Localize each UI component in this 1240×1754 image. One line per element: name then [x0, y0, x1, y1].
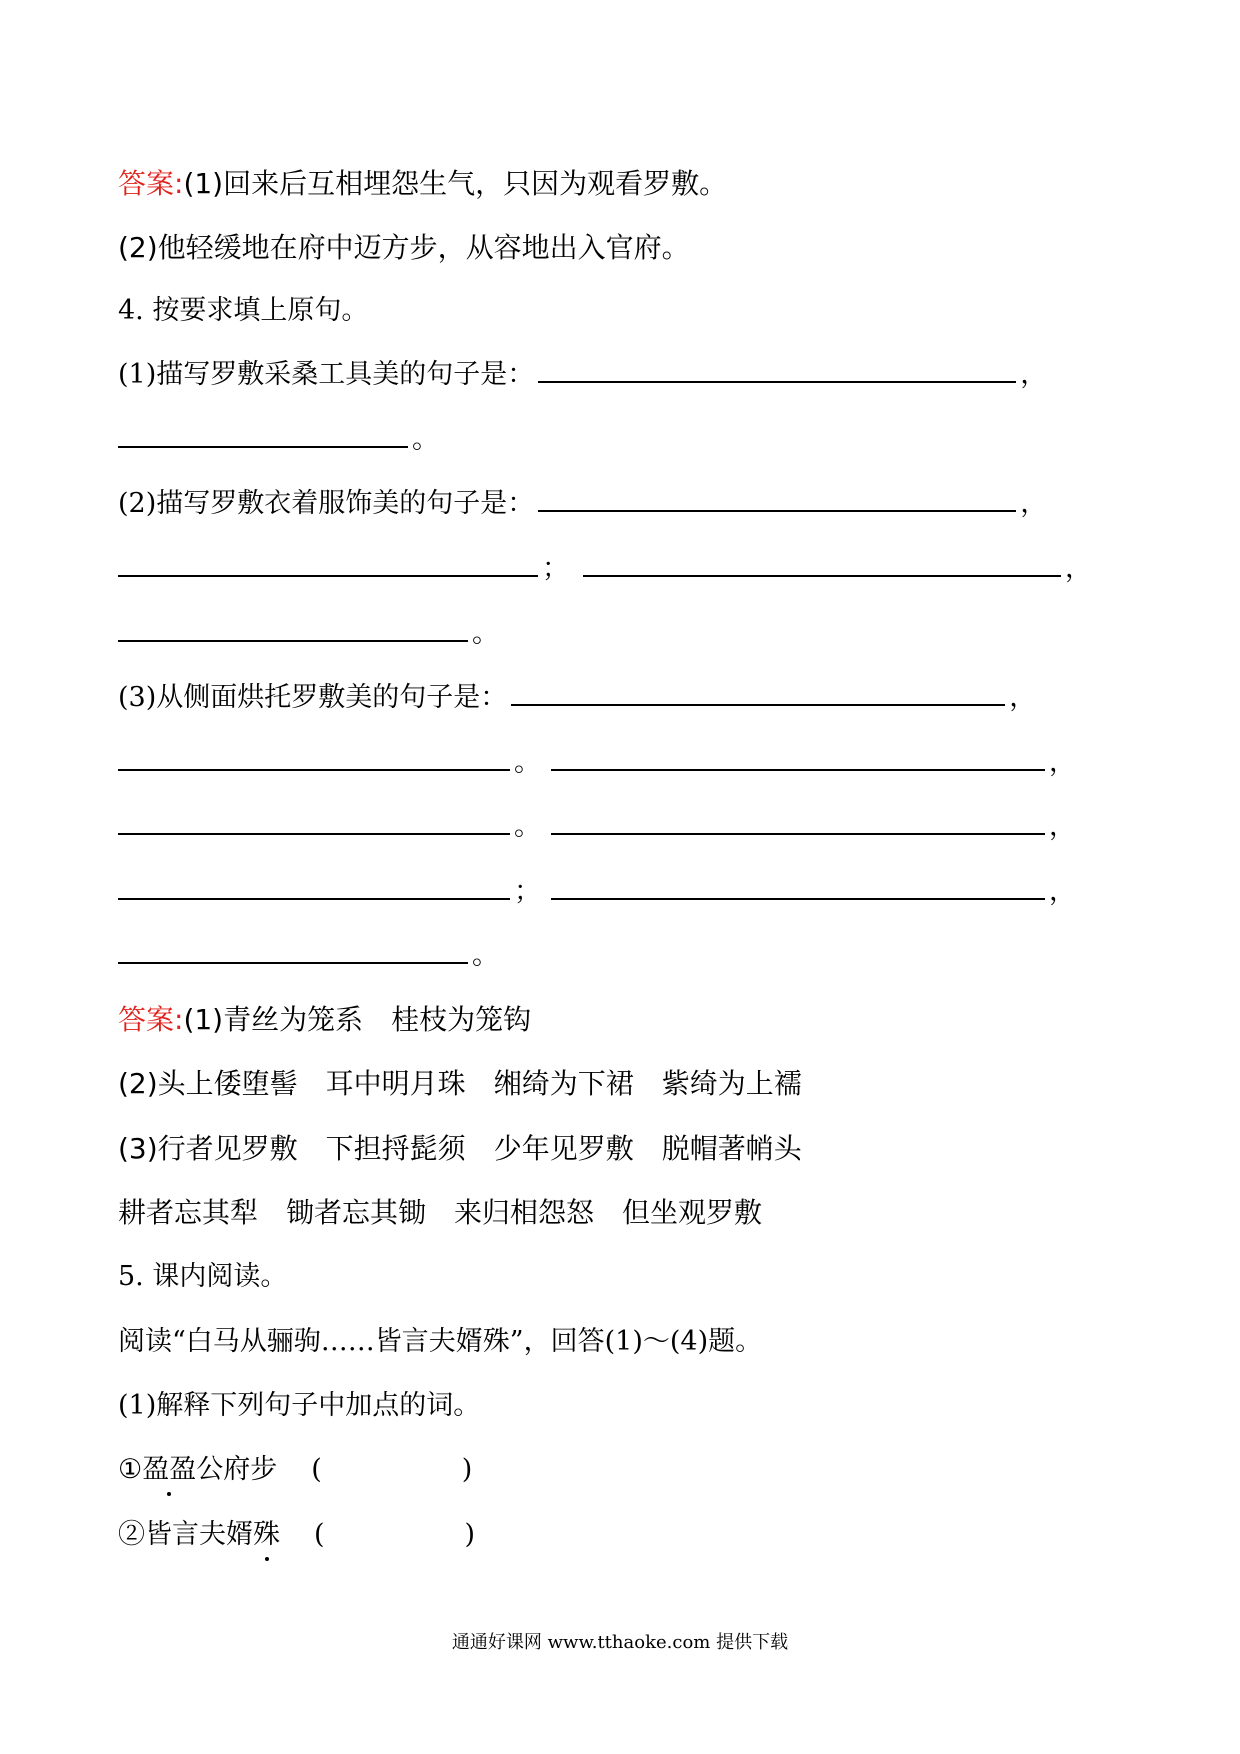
q4-sub3-cont4	[118, 936, 499, 976]
semicolon: ；	[542, 553, 569, 584]
comma: ，	[1049, 876, 1076, 907]
footer-text: 通通好课网 www.tthaoke.com 提供下载	[451, 1632, 789, 1653]
answer2-phrase: 耳中明月珠	[325, 1067, 466, 1100]
paren-open: (	[311, 1454, 322, 1485]
comma: ，	[1020, 488, 1048, 519]
q4-sub3-label: (3)从侧面烘托罗敷美的句子是：	[118, 682, 508, 713]
fill-blank[interactable]	[551, 872, 1045, 900]
comma: ，	[1009, 682, 1037, 713]
answer1-text2: (2)他轻缓地在府中迈方步，从容地出入官府。	[118, 231, 690, 264]
answer2-phrase: 少年见罗敷	[493, 1132, 634, 1165]
fill-blank[interactable]	[118, 420, 408, 448]
item-text: ②皆言夫婿	[118, 1519, 253, 1550]
period: 。	[472, 940, 499, 971]
answer2-phrase: 但坐观罗敷	[622, 1196, 763, 1229]
period: 。	[514, 811, 541, 842]
answer2-phrase: 缃绮为下裙	[493, 1067, 634, 1100]
period: 。	[412, 424, 439, 455]
period: 。	[514, 747, 541, 778]
q4-sub1	[118, 355, 1047, 395]
q4-sub1-cont	[118, 420, 439, 460]
comma: ，	[1020, 359, 1048, 390]
answer2-phrase: 桂枝为笼钩	[391, 1003, 532, 1036]
period: 。	[472, 618, 499, 649]
fill-blank[interactable]	[538, 355, 1016, 383]
fill-blank[interactable]	[538, 484, 1016, 512]
comma: ，	[1049, 747, 1076, 778]
answer2-line3	[118, 1129, 802, 1169]
answer-label: 答案:	[118, 167, 184, 200]
comma: ，	[1049, 811, 1076, 842]
answer-label: 答案:	[118, 1003, 184, 1036]
answer2-line4	[118, 1193, 762, 1233]
answer2-phrase: 来归相怨怒	[454, 1196, 595, 1229]
q5-instruction: 阅读“白马从骊驹……皆言夫婿殊”，回答(1)～(4)题。	[118, 1326, 763, 1357]
answer2-phrase: (1)青丝为笼系	[183, 1003, 364, 1036]
answer1-line1	[118, 164, 727, 204]
fill-blank[interactable]	[118, 549, 538, 577]
answer2-phrase: 脱帽著帩头	[661, 1132, 802, 1165]
comma: ，	[1065, 553, 1092, 584]
q5-item1	[118, 1450, 472, 1490]
answer2-phrase: (3)行者见罗敷	[118, 1132, 298, 1165]
q5-item2	[118, 1515, 475, 1555]
fill-blank[interactable]	[511, 678, 1005, 706]
fill-blank[interactable]	[118, 743, 510, 771]
q4-sub3-cont2	[118, 807, 1076, 847]
answer1-line2	[118, 228, 690, 268]
q4-sub3	[118, 678, 1036, 718]
answer2-line2	[118, 1064, 802, 1104]
answer2-phrase: 耕者忘其犁	[118, 1196, 259, 1229]
answer2-phrase: 紫绮为上襦	[661, 1067, 802, 1100]
q4-sub2-cont2	[118, 614, 499, 654]
semicolon: ；	[514, 876, 541, 907]
q4-sub3-cont3	[118, 872, 1076, 912]
dotted-word-text: 盈盈	[142, 1454, 197, 1485]
dotted-word-text: 殊	[253, 1519, 280, 1550]
paren-open: (	[314, 1519, 325, 1550]
dotted-word	[142, 1450, 196, 1490]
item-text: 公府步	[196, 1454, 278, 1485]
paren-close: )	[464, 1519, 476, 1550]
q5-sub1: (1)解释下列句子中加点的词。	[118, 1390, 481, 1421]
q4-title: 4. 按要求填上原句。	[118, 295, 369, 326]
fill-blank[interactable]	[551, 807, 1045, 835]
fill-blank[interactable]	[118, 872, 510, 900]
paren-close: )	[461, 1454, 473, 1485]
q4-sub1-label: (1)描写罗敷采桑工具美的句子是：	[118, 359, 535, 390]
q5-title: 5. 课内阅读。	[118, 1261, 288, 1292]
q4-sub2-cont1	[118, 549, 1092, 589]
q4-sub2	[118, 484, 1047, 524]
fill-blank[interactable]	[118, 807, 510, 835]
answer2-phrase: 锄者忘其锄	[286, 1196, 427, 1229]
answer2-phrase: (2)头上倭堕髻	[118, 1067, 298, 1100]
q4-sub2-label: (2)描写罗敷衣着服饰美的句子是：	[118, 488, 535, 519]
fill-blank[interactable]	[118, 936, 468, 964]
fill-blank[interactable]	[551, 743, 1045, 771]
fill-blank[interactable]	[583, 549, 1061, 577]
item-number: ①	[118, 1454, 143, 1485]
fill-blank[interactable]	[118, 614, 468, 642]
answer1-text1: (1)回来后互相埋怨生气，只因为观看罗敷。	[183, 167, 728, 200]
dotted-word	[253, 1515, 280, 1555]
answer2-line1	[118, 1000, 531, 1040]
q4-sub3-cont1	[118, 743, 1076, 783]
answer2-phrase: 下担捋髭须	[325, 1132, 466, 1165]
